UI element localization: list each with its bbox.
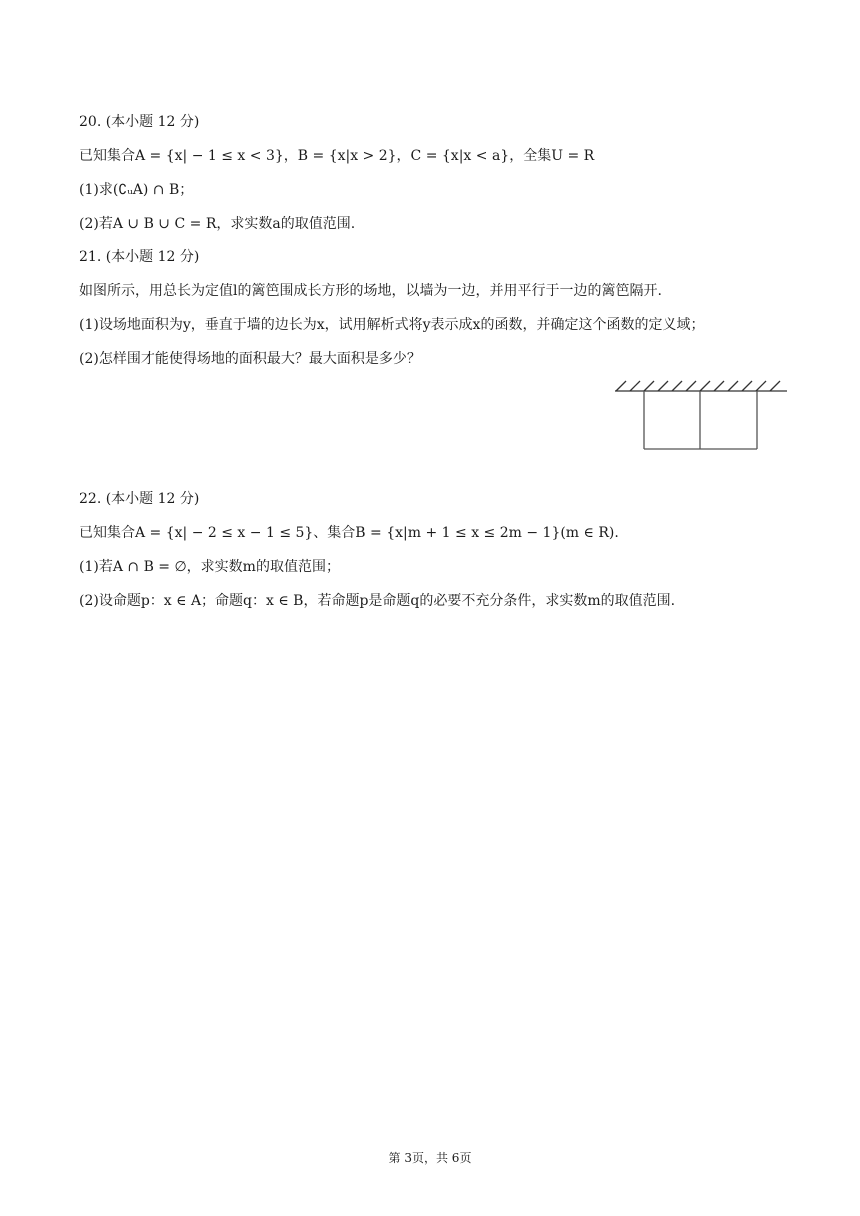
question-21-part-1: (1)设场地面积为y，垂直于墙的边长为x，试用解析式将y表示成x的函数，并确定这个函数的定义域； [79, 317, 705, 333]
question-20-header: 20. (本小题 12 分) [79, 114, 200, 130]
question-21-header: 21. (本小题 12 分) [79, 249, 200, 265]
fence-rectangle [644, 391, 757, 449]
question-22-part-1: (1)若A ∩ B = ∅，求实数m的取值范围； [79, 559, 340, 575]
wall-hatching [616, 381, 780, 391]
question-22-part-2: (2)设命题p：x ∈ A；命题q：x ∈ B，若命题p是命题q的必要不充分条件，求实数m的取值范围. [79, 593, 676, 609]
question-22-stem: 已知集合A = {x| − 2 ≤ x − 1 ≤ 5}、集合B = {x|m + 1 ≤ x ≤ 2m − 1}(m ∈ R). [79, 525, 619, 541]
fence-wall-diagram [613, 375, 789, 453]
question-21-part-2: (2)怎样围才能使得场地的面积最大？最大面积是多少？ [79, 351, 421, 367]
question-21-stem: 如图所示，用总长为定值l的篱笆围成长方形的场地，以墙为一边，并用平行于一边的篱笆隔开. [79, 283, 662, 299]
question-20-stem: 已知集合A = {x| − 1 ≤ x < 3}，B = {x|x > 2}，C = {x|x < a}，全集U = R [79, 148, 595, 164]
page-footer: 第 3页，共 6页 [388, 1151, 472, 1165]
question-22-header: 22. (本小题 12 分) [79, 491, 200, 507]
question-20-part-1: (1)求(∁ᵤA) ∩ B； [79, 182, 194, 198]
question-20-part-2: (2)若A ∪ B ∪ C = R，求实数a的取值范围. [79, 216, 356, 232]
